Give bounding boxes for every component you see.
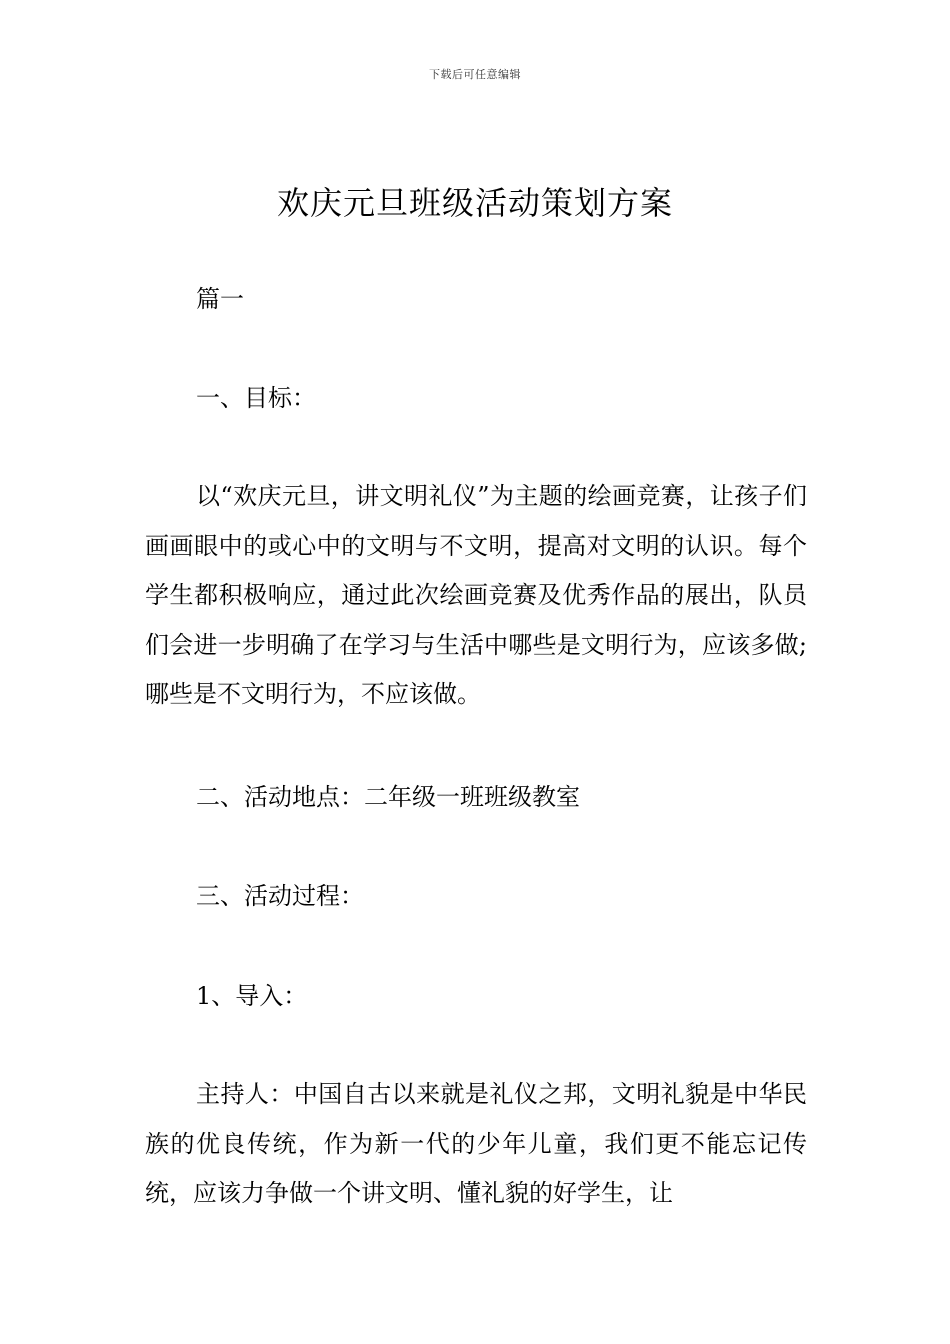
host-paragraph: 主持人：中国自古以来就是礼仪之邦，文明礼貌是中华民族的优良传统，作为新一代的少年儿童，我们更不能忘记传统，应该力争做一个讲文明、懂礼貌的好学生，让 <box>145 1080 807 1207</box>
location-heading: 二、活动地点：二年级一班班级教室 <box>196 783 580 811</box>
part-label: 篇一 <box>196 285 244 313</box>
goal-paragraph: 以“欢庆元旦，讲文明礼仪”为主题的绘画竞赛，让孩子们画画眼中的或心中的文明与不文明，提高对文明的认识。每个学生都积极响应，通过此次绘画竞赛及优秀作品的展出，队员们会进一步明确了在学习与生活中哪些是文明行为，应该多做;哪些是不文明行为，不应该做。 <box>145 482 807 708</box>
intro-heading: 1、导入： <box>196 982 308 1010</box>
header-note: 下载后可任意编辑 <box>429 68 521 81</box>
goal-heading: 一、目标： <box>196 384 316 412</box>
process-heading: 三、活动过程： <box>196 882 364 910</box>
document-title: 欢庆元旦班级活动策划方案 <box>276 184 673 222</box>
